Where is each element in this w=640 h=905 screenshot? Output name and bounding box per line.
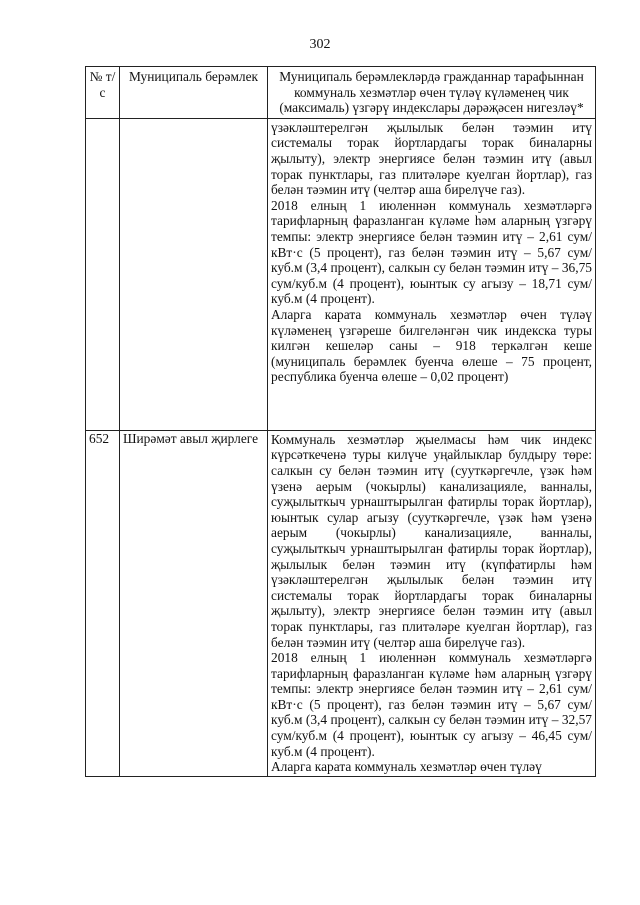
paragraph: Аларга карата коммуналь хезмәтләр өчен түләү күләменең үзгәреше билгеләнгән чик индекска туры килгән кешеләр саны – 918 теркәлгән кеше (муниципаль берәмлек буенча өлеше – 75 процент, республика буенча өлеше – 0,02 процент): [271, 306, 592, 385]
paragraph: Аларга карата коммуналь хезмәтләр өчен түләү: [271, 759, 542, 775]
table-row: [86, 118, 596, 430]
row-municipality: Ширәмәт авыл җирлеге: [120, 430, 268, 776]
row-number: 652: [86, 430, 120, 776]
paragraph: 2018 елның 1 июленнән коммуналь хезмәтләргә тарифларның фаразланган күләме һәм аларның үзгәрү темпы: электр энергиясе белән тәэмин итү – 2,61 сум/кВт·с (5 процент), газ белән тәэмин итү – 5,67 сум/куб.м (3,4 процент), салкын су белән тәэмин итү – 32,57 сум/куб.м (4 процент), юынтык су агызу – 46,45 сум/куб.м (4 процент).: [271, 650, 592, 759]
row-municipality: [120, 118, 268, 430]
row-description: [268, 118, 596, 430]
paragraph: 2018 елның 1 июленнән коммуналь хезмәтләргә тарифларның фаразланган күләме һәм аларның үзгәрү темпы: электр энергиясе белән тәэмин итү – 2,61 сум/кВт·с (5 процент), газ белән тәэмин итү – 5,67 сум/куб.м (3,4 процент), салкын су белән тәэмин итү – 36,75 сум/куб.м (4 процент), юынтык су агызу – 18,71 сум/куб.м (4 процент).: [271, 197, 592, 307]
table-header-row: [86, 67, 596, 119]
table-row: [86, 430, 596, 776]
paragraph: үзәкләштерелгән җылылык белән тәэмин итү системалы торак йортлардагы торак биналарны җылыту), электр энергиясе белән тәэмин итү (авыл торак пунктлары, газ плитәләре куелган йортлар), газ белән тәэмин итү (челтәр аша бирелүче газ).: [271, 119, 592, 198]
header-municipality: Муниципаль берәмлек: [120, 67, 268, 119]
header-description: Муниципаль берәмлекләрдә гражданнар тарафыннан коммуналь хезмәтләр өчен түләү күләменең чик (максималь) үзгәрү индекслары дәрәҗәсен нигезләү*: [268, 67, 596, 119]
row-number: [86, 118, 120, 430]
paragraph: Коммуналь хезмәтләр җыелмасы һәм чик индекс күрсәткеченә туры килүче уңайлыклар булдыру төре: салкын су белән тәэмин итү (сууткәргечле, үзәк һәм үзенә аерым (чокырлы) канализацияле, ванналы, суҗылыткыч урнаштырылган фатирлы торак йортлар), юынтык сулар агызу (сууткәргечле, үзәк һәм үзенә аерым (чокырлы) канализацияле, ванналы, суҗылыткыч урнаштырылган фатирлы торак йортлар), җылылык белән тәэмин итү (күпфатирлы һәм үзәкләштерелгән җылылык белән тәэмин итү системалы торак йортлардагы торак биналарны җылыту), электр энергиясе белән тәэмин итү (авыл торак пунктлары, газ плитәләре куелган йортлар), газ белән тәэмин итү (челтәр аша бирелүче газ).: [271, 431, 592, 650]
header-num: № т/с: [86, 67, 120, 119]
tariff-table: [85, 66, 596, 777]
row-description: [268, 430, 596, 776]
page-number: 302: [309, 37, 331, 52]
